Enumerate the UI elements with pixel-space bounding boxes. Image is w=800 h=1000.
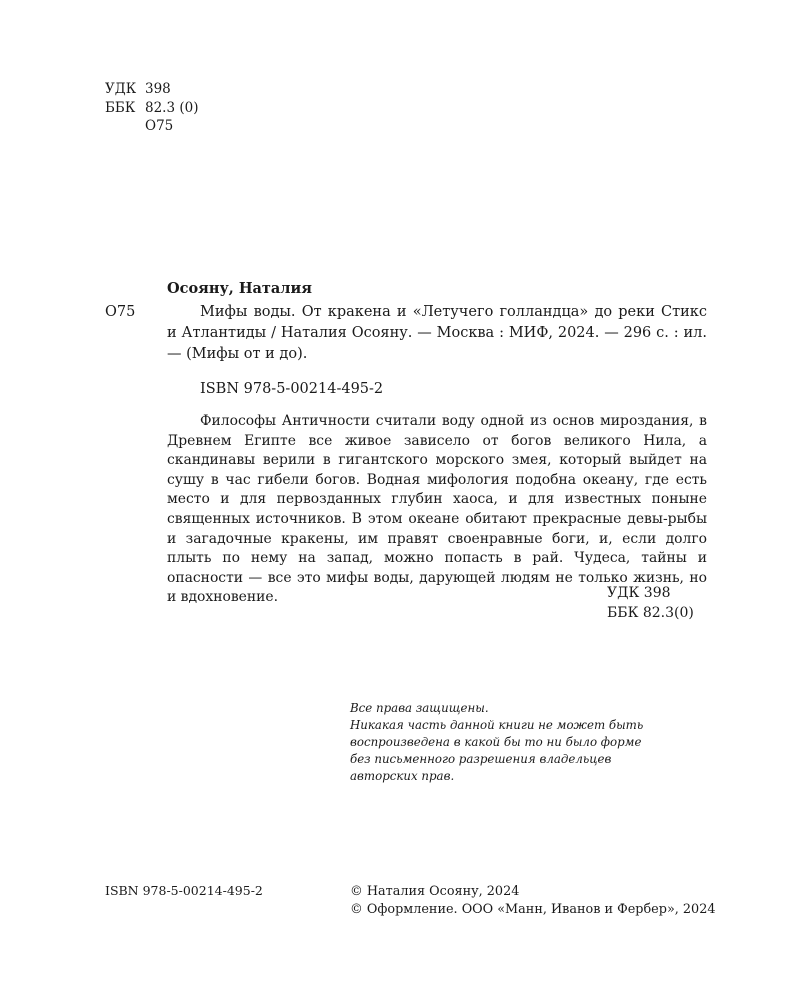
bibliographic-entry: Мифы воды. От кракена и «Летучего голландца» до реки Стикс и Атлантиды / Наталия Осояну. — Москва : МИФ, 2024. — 296 с. : ил. — (Мифы от и до).	[167, 304, 707, 362]
bbk-bottom: ББК 82.3(0)	[607, 605, 694, 621]
author-heading: Осояну, Наталия	[167, 280, 312, 297]
footer-isbn: ISBN 978-5-00214-495-2	[105, 883, 263, 898]
author-sign-row	[105, 117, 198, 136]
udk-label: УДК	[105, 81, 137, 97]
udk-bottom: УДК 398	[607, 585, 671, 601]
rights-line: без письменного разрешения владельцев	[350, 752, 612, 766]
rights-line: Никакая часть данной книги не может быть	[350, 718, 644, 732]
udk-value: 398	[145, 81, 171, 97]
isbn-line: ISBN 978-5-00214-495-2	[200, 381, 384, 397]
udk-row	[105, 80, 198, 99]
rights-line: авторских прав.	[350, 769, 455, 783]
rights-line: воспроизведена в какой бы то ни было форме	[350, 735, 642, 749]
bibliographic-record	[167, 302, 707, 608]
bbk-label: ББК	[105, 99, 136, 116]
copyright-block	[350, 883, 715, 919]
rights-notice	[350, 700, 690, 785]
annotation: Философы Античности считали воду одной из основ мироздания, в Древнем Египте все живое зависело от богов великого Нила, а скандинавы верили в гигантского морского змея, который выйдет на сушу в час гибели богов. Водная мифология подобна океану, где есть место и для первозданных глубин хаоса, и для известных поныне священных источников. В этом океане обитают прекрасные девы-рыбы и загадочные кракены, им правят своенравные боги, и, если долго плыть по нему на запад, можно попасть в рай. Чудеса, тайны и опасности — все это мифы воды, дарующей людям не только жизнь, но и вдохновение.	[167, 413, 707, 606]
classification-block-bottom	[607, 583, 694, 623]
bbk-value: 82.3 (0)	[145, 99, 199, 116]
copyright-line: © Оформление. ООО «Манн, Иванов и Фербер», 2024	[350, 902, 716, 917]
author-sign-code: О75	[105, 304, 136, 320]
author-sign-top: О75	[145, 118, 174, 134]
bbk-row	[105, 99, 198, 118]
classification-block-top	[105, 80, 198, 136]
copyright-line: © Наталия Осояну, 2024	[350, 884, 520, 899]
rights-line: Все права защищены.	[350, 701, 489, 715]
